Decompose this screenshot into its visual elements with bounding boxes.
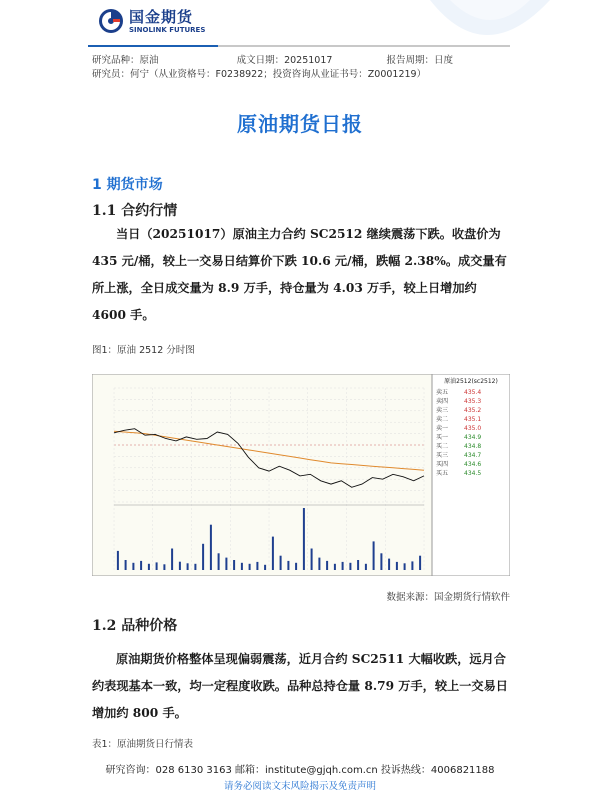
section-heading-futures-market: 1 期货市场	[92, 177, 163, 193]
intraday-chart-svg	[92, 374, 510, 576]
volume-bar	[419, 556, 421, 570]
meta-period: 报告周期：日度	[386, 55, 454, 66]
quote-label: 买二	[436, 443, 449, 450]
volume-bar	[117, 551, 119, 570]
volume-bar	[365, 564, 367, 570]
volume-bar	[218, 553, 220, 570]
volume-bar	[318, 558, 320, 570]
quote-label: 买一	[436, 434, 449, 441]
volume-bar	[357, 560, 359, 570]
quote-label: 卖三	[436, 407, 449, 414]
quote-price: 434.9	[464, 434, 482, 441]
volume-bar	[210, 525, 212, 570]
volume-bar	[171, 549, 173, 571]
volume-bar	[311, 549, 313, 571]
quote-price: 435.4	[464, 389, 482, 396]
volume-bar	[249, 564, 251, 570]
volume-bar	[396, 562, 398, 570]
footer-contact: 研究咨询：028 6130 3163 邮箱：institute@gjqh.com.cn 投诉热线：4006821188	[105, 765, 495, 776]
volume-bar	[411, 561, 413, 570]
table-caption: 表1：原油期货日行情表	[92, 739, 194, 750]
contract-summary-paragraph: 当日（20251017）原油主力合约 SC2512 继续震荡下跌。收盘价为 435 元/桶，较上一交易日结算价下跌 10.6 元/桶，跌幅 2.38%。成交量有所上涨，全日成交量为 8.9 万手，持仓量为 4.03 万手，较上日增加约 4600 手。	[92, 227, 507, 322]
quote-panel-title: 原油2512(sc2512)	[444, 378, 498, 385]
volume-bar	[241, 563, 243, 570]
header-divider	[88, 45, 510, 47]
volume-bar	[349, 563, 351, 570]
volume-bar	[233, 560, 235, 570]
volume-bar	[303, 508, 305, 570]
figure-caption: 图1：原油 2512 分时图	[92, 345, 195, 356]
footer-disclaimer-link[interactable]: 请务必阅读文末风险揭示及免责声明	[223, 781, 376, 792]
quote-price: 435.2	[464, 407, 482, 414]
volume-bar	[132, 563, 134, 570]
volume-bar	[194, 564, 196, 570]
quote-price: 435.0	[464, 425, 482, 432]
quote-label: 卖五	[436, 389, 449, 396]
volume-bar	[179, 562, 181, 570]
data-source-note: 数据来源：国金期货行情软件	[386, 592, 510, 603]
subsection-heading-variety-prices: 1.2 品种价格	[92, 618, 178, 634]
quote-label: 买三	[436, 452, 449, 459]
report-meta-row	[92, 52, 453, 66]
volume-bar	[187, 563, 189, 570]
volume-bar	[295, 563, 297, 570]
quote-label: 卖四	[436, 398, 449, 405]
intraday-chart	[92, 374, 510, 576]
volume-bar	[404, 563, 406, 570]
quote-price: 434.6	[464, 461, 482, 468]
volume-bar	[256, 562, 258, 570]
volume-bar	[380, 553, 382, 570]
volume-bar	[264, 565, 266, 570]
volume-bar	[163, 564, 165, 570]
subsection-heading-contract-quotes: 1.1 合约行情	[92, 203, 178, 219]
quote-price: 434.7	[464, 452, 482, 459]
volume-bar	[202, 544, 204, 570]
quote-label: 买五	[436, 470, 449, 477]
quote-price: 435.3	[464, 398, 482, 405]
logo-icon	[98, 8, 124, 34]
volume-bar	[156, 562, 158, 570]
volume-bar	[342, 562, 344, 570]
volume-bar	[225, 558, 227, 570]
volume-bar	[140, 561, 142, 570]
meta-date: 成文日期：20251017	[236, 55, 333, 66]
volume-bar	[125, 560, 127, 570]
volume-bar	[373, 541, 375, 570]
meta-variety: 研究品种：原油	[92, 55, 159, 66]
volume-bar	[334, 564, 336, 570]
report-title: 原油期货日报	[237, 112, 363, 136]
logo-name-cn: 国金期货	[129, 7, 194, 26]
volume-bar	[272, 537, 274, 570]
meta-researcher: 研究员：何宁（从业资格号：F0238922；投资咨询从业证书号：Z0001219）	[92, 69, 427, 80]
volume-bar	[280, 556, 282, 570]
volume-bar	[326, 561, 328, 570]
quote-label: 卖一	[436, 425, 449, 432]
volume-bar	[287, 561, 289, 570]
quote-label: 卖二	[436, 416, 449, 423]
variety-summary-paragraph: 原油期货价格整体呈现偏弱震荡，近月合约 SC2511 大幅收跌，远月合约表现基本一致，均一定程度收跌。品种总持仓量 8.79 万手，较上一交易日增加约 800 手。	[92, 652, 508, 720]
quote-price: 434.8	[464, 443, 482, 450]
logo-name-en: SINOLINK FUTURES	[129, 25, 206, 34]
quote-label: 买四	[436, 461, 449, 468]
company-logo	[98, 8, 205, 34]
watermark-logo	[410, 0, 560, 60]
volume-bar	[388, 559, 390, 570]
quote-price: 435.1	[464, 416, 482, 423]
volume-bar	[148, 564, 150, 570]
quote-price: 434.5	[464, 470, 482, 477]
